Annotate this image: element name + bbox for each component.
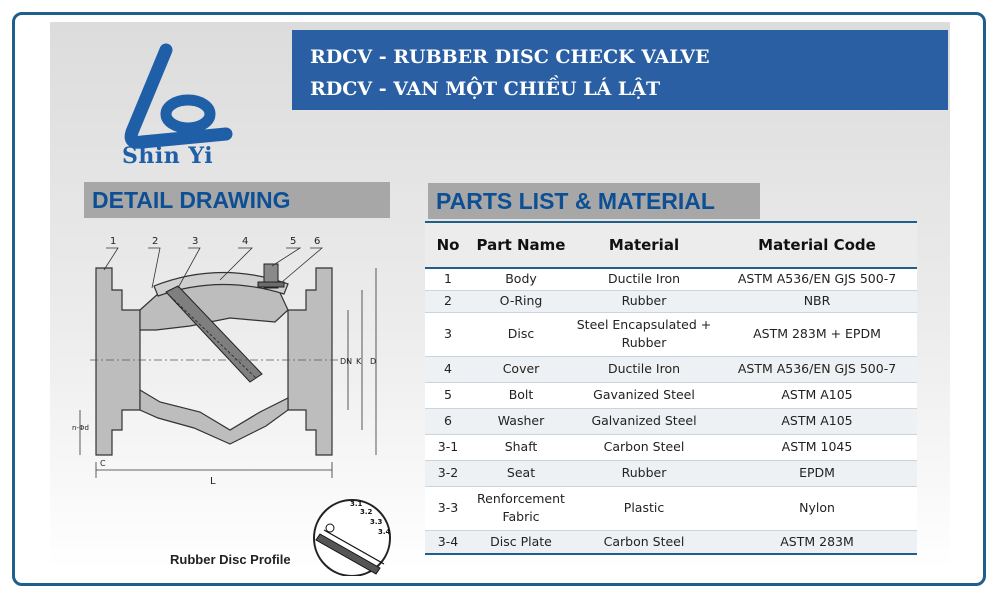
cell-no: 3-3 [425,486,471,530]
cell-part-name: Renforcement Fabric [471,486,571,530]
table-row [425,290,917,312]
dim-label-l: L [210,476,216,487]
table-row [425,486,917,530]
cell-part-name: Washer [471,408,571,434]
callout-3: 3 [192,236,199,247]
cell-part-name: Bolt [471,382,571,408]
cell-material: Steel Encapsulated + Rubber [571,312,717,356]
cell-no: 3-1 [425,434,471,460]
profile-callout-3-2: 3.2 [360,508,373,516]
dim-label-c: C [100,459,106,468]
cell-no: 2 [425,290,471,312]
table-row [425,460,917,486]
cell-material: Plastic [571,486,717,530]
table-row [425,356,917,382]
cell-no: 1 [425,268,471,290]
cell-no: 3 [425,312,471,356]
col-header-part-name: Part Name [471,222,571,268]
table-row [425,408,917,434]
callout-1: 1 [110,236,117,247]
cell-material-code: NBR [717,290,917,312]
col-header-material-code: Material Code [717,222,917,268]
cell-part-name: O-Ring [471,290,571,312]
cell-part-name: Body [471,268,571,290]
cell-material-code: ASTM 283M + EPDM [717,312,917,356]
table-row [425,530,917,554]
valve-detail-drawing [70,230,400,490]
cell-part-name: Disc [471,312,571,356]
cell-material-code: ASTM A105 [717,408,917,434]
title-vietnamese: RDCV - VAN MỘT CHIỀU LÁ LẬT [310,78,661,100]
cell-material: Galvanized Steel [571,408,717,434]
cell-part-name: Disc Plate [471,530,571,554]
profile-callout-3-4: 3.4 [378,528,391,536]
callout-5: 5 [290,236,297,247]
cell-no: 4 [425,356,471,382]
table-header-row [425,222,917,268]
col-header-material: Material [571,222,717,268]
cell-material: Rubber [571,460,717,486]
rubber-disc-profile-label: Rubber Disc Profile [170,552,291,567]
table-row [425,268,917,290]
cell-material: Rubber [571,290,717,312]
cell-material: Ductile Iron [571,268,717,290]
dim-label-n-d: n-Φd [72,424,89,432]
cell-material: Carbon Steel [571,530,717,554]
cell-material: Carbon Steel [571,434,717,460]
cell-part-name: Seat [471,460,571,486]
brand-name: Shin Yi [122,143,214,169]
parts-list-table [425,221,917,555]
cell-part-name: Shaft [471,434,571,460]
cover-bolt [258,264,284,288]
cell-material-code: ASTM 283M [717,530,917,554]
cell-no: 5 [425,382,471,408]
dim-label-k: K [356,357,362,366]
profile-callout-3-3: 3.3 [370,518,383,526]
detail-drawing-heading: DETAIL DRAWING [84,182,390,218]
cell-material-code: ASTM A536/EN GJS 500-7 [717,356,917,382]
cell-material: Ductile Iron [571,356,717,382]
callout-6: 6 [314,236,321,247]
profile-callout-3-1: 3.1 [350,500,363,508]
parts-list-heading: PARTS LIST & MATERIAL [428,183,760,219]
callout-2: 2 [152,236,159,247]
dim-label-d: D [370,357,377,366]
cell-material: Gavanized Steel [571,382,717,408]
table-row [425,382,917,408]
cell-material-code: ASTM A105 [717,382,917,408]
table-row [425,434,917,460]
cell-no: 3-2 [425,460,471,486]
col-header-no: No [425,222,471,268]
dim-label-dn: DN [340,357,353,366]
table-row [425,312,917,356]
cell-material-code: Nylon [717,486,917,530]
cell-no: 6 [425,408,471,434]
rubber-disc-profile-diagram [306,494,398,576]
cell-no: 3-4 [425,530,471,554]
callout-4: 4 [242,236,249,247]
cell-material-code: ASTM 1045 [717,434,917,460]
cell-part-name: Cover [471,356,571,382]
cell-material-code: EPDM [717,460,917,486]
title-english: RDCV - RUBBER DISC CHECK VALVE [310,46,710,68]
cell-material-code: ASTM A536/EN GJS 500-7 [717,268,917,290]
